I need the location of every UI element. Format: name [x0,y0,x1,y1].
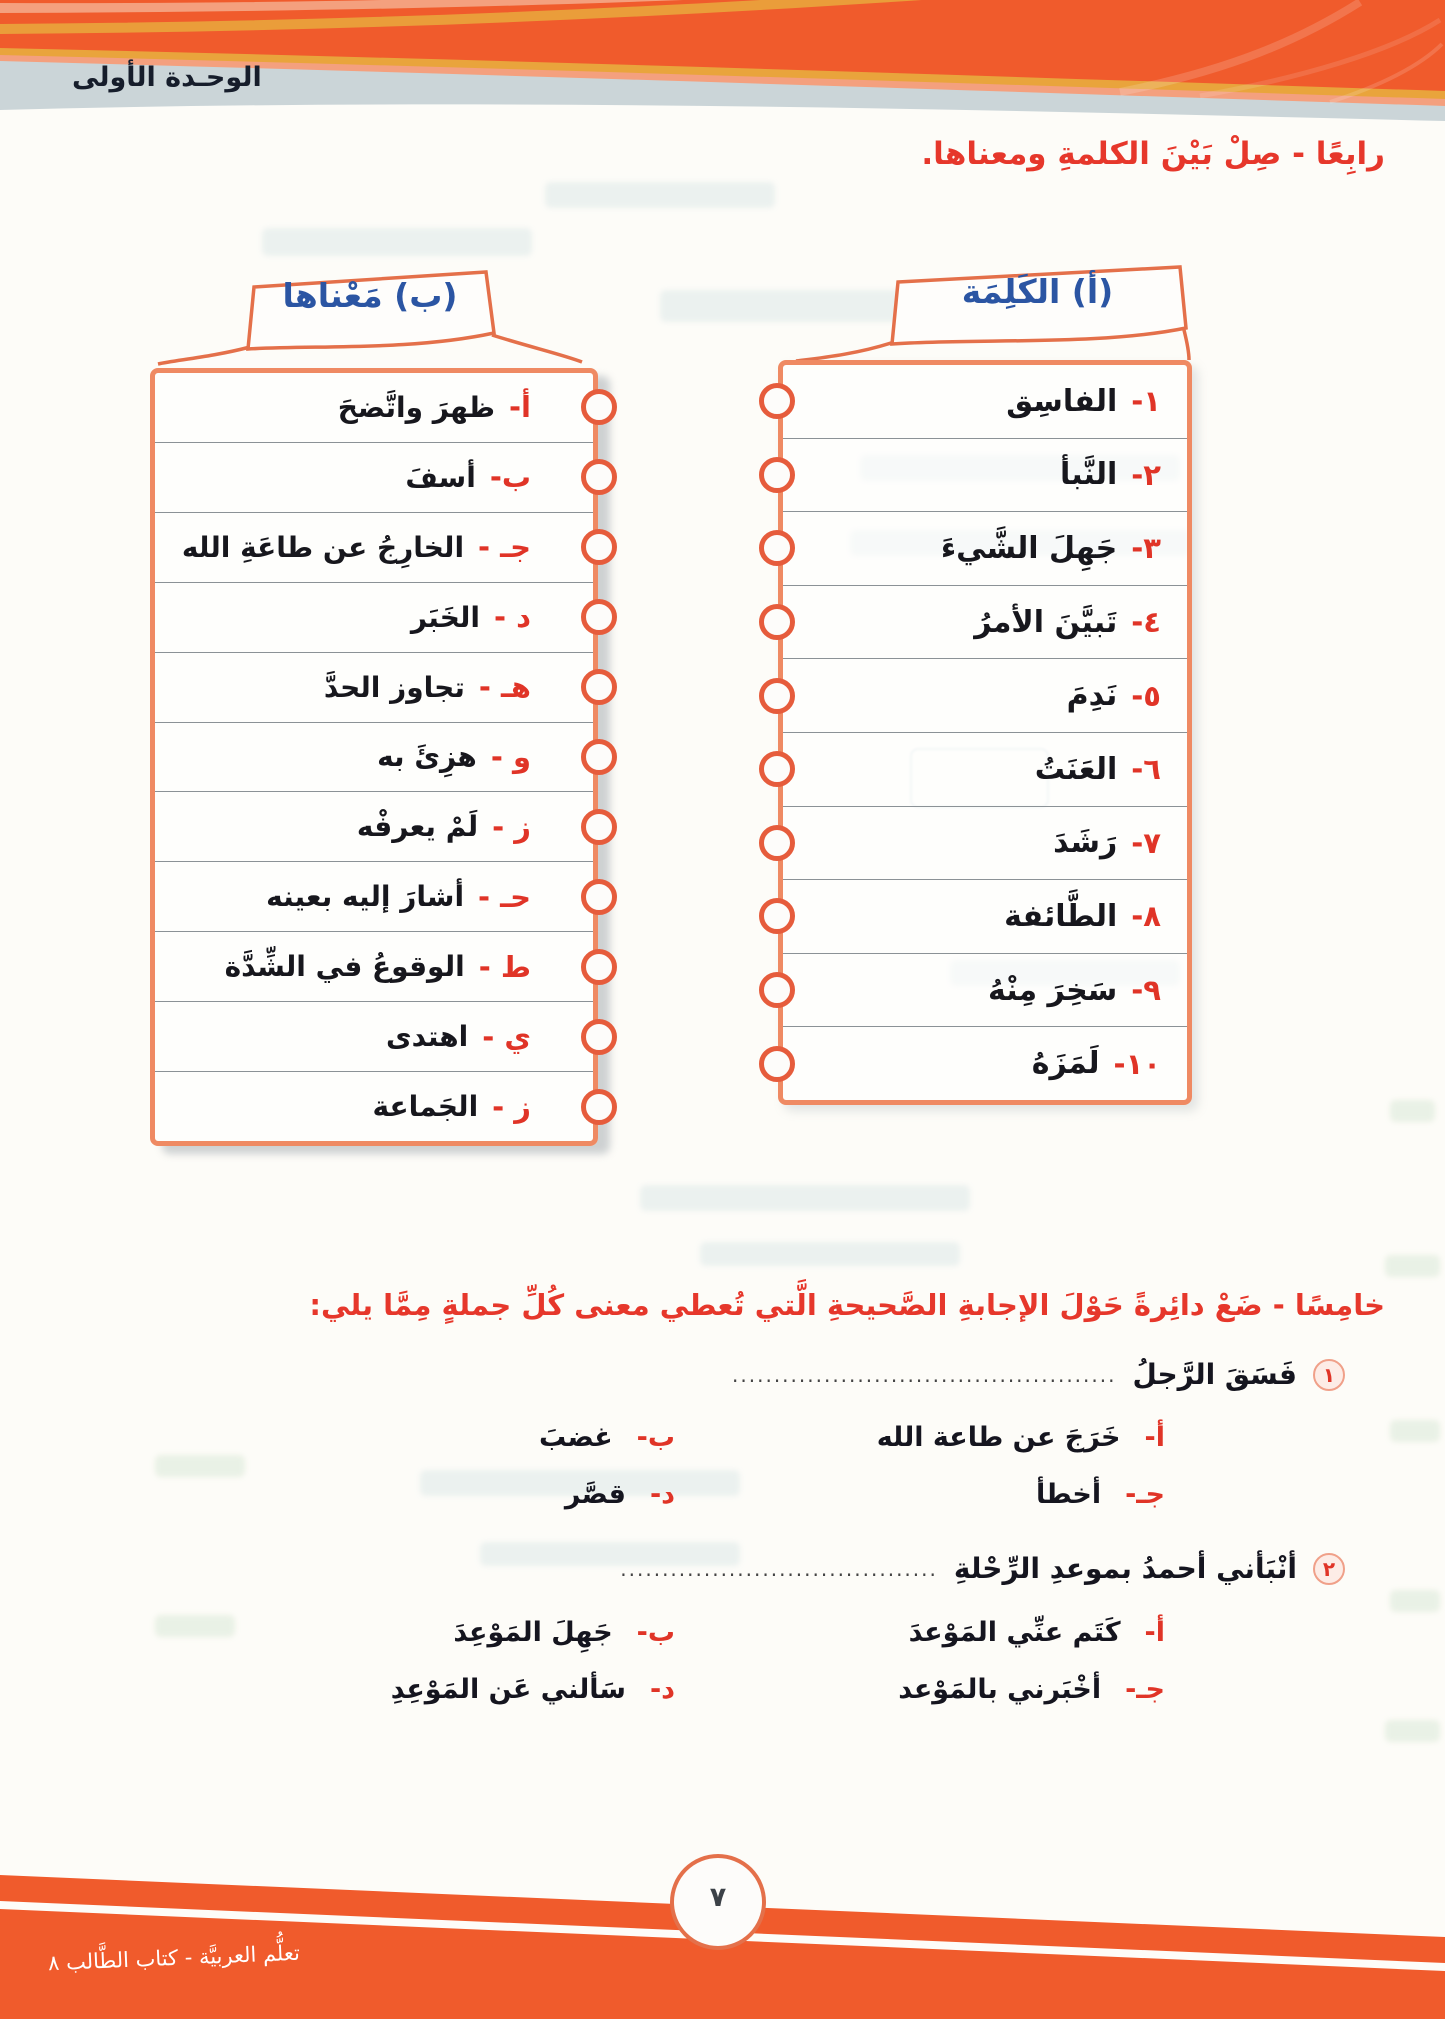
question-1 [732,1358,1345,1391]
meaning-letter: حـ - [478,879,531,914]
page-number: ٧ [709,1882,727,1913]
meaning-text: هزِئَ به [377,740,477,774]
match-circle[interactable] [581,529,617,565]
meaning-text: لَمْ يعرفْه [356,810,479,844]
word-text: الفاسِق [1006,383,1118,419]
match-circle[interactable] [759,1046,795,1082]
meaning-row [155,1072,593,1141]
option-letter: د- [649,1479,675,1510]
option-item[interactable] [185,1479,675,1510]
match-circle[interactable] [581,739,617,775]
meaning-text: ظهرَ واتَّضحَ [337,390,496,424]
meaning-row [155,373,593,443]
option-text: خَرَجَ عن طاعة الله [876,1422,1121,1453]
meaning-text: اهتدى [386,1020,469,1054]
word-number: ٤- [1131,605,1161,640]
match-circle[interactable] [581,809,617,845]
bleed-through-artifact [1390,1420,1440,1442]
word-row [783,807,1187,881]
word-number: ١- [1131,384,1161,419]
match-circle[interactable] [759,972,795,1008]
word-text: رَشَدَ [1053,825,1118,861]
word-row [783,880,1187,954]
bleed-through-artifact [640,1185,970,1211]
meaning-letter: د - [493,600,531,635]
match-circle[interactable] [759,825,795,861]
option-item[interactable] [185,1422,675,1453]
option-letter: أ- [1144,1617,1165,1648]
option-item[interactable] [675,1422,1165,1453]
word-number: ٦- [1131,752,1161,787]
question-text: أنْبَأني أحمدُ بموعدِ الرِّحْلةِ [953,1552,1297,1585]
meaning-text: الوقوعُ في الشِّدَّة [224,950,465,984]
footer-book-title: تعلُّم العربيَّة - كتاب الطَّالب ٨ [47,1940,301,1976]
match-circle[interactable] [581,669,617,705]
word-text: النَّبأ [1059,457,1118,493]
unit-title: الوحـدة الأولى [72,62,262,93]
word-row [783,1027,1187,1100]
option-item[interactable] [675,1674,1165,1705]
word-text: جَهِلَ الشَّيءَ [940,530,1118,566]
meaning-text: أسفَ [405,460,476,494]
match-circle[interactable] [581,1089,617,1125]
word-text: العَنَتُ [1034,751,1118,787]
word-text: الطَّائفة [1004,898,1118,934]
word-row [783,954,1187,1028]
word-row [783,512,1187,586]
option-letter: د- [649,1674,675,1705]
option-item[interactable] [185,1617,675,1648]
meaning-text: الخارِجُ عن طاعَةِ الله [181,530,465,564]
option-item[interactable] [675,1479,1165,1510]
words-table [778,360,1192,1105]
meaning-letter: أ- [509,390,531,425]
word-number: ١٠- [1113,1046,1161,1081]
option-text: سَألني عَن المَوْعِدِ [390,1674,626,1705]
meaning-text: الجَماعة [372,1090,479,1124]
exercise4-title: رابِعًا - صِلْ بَيْنَ الكلمةِ ومعناها. [921,136,1385,172]
question-number-badge: ١ [1313,1359,1345,1391]
option-text: أخْبَرني بالمَوْعد [898,1674,1102,1705]
meanings-table [150,368,598,1146]
meaning-text: أشارَ إليه بعينه [266,880,465,914]
match-circle[interactable] [759,678,795,714]
bleed-through-artifact [1390,1590,1440,1612]
match-circle[interactable] [759,751,795,787]
bleed-through-artifact [262,228,532,256]
match-circle[interactable] [581,389,617,425]
column-a-header: (أ) الكَلِمَة [961,272,1114,311]
match-circle[interactable] [581,1019,617,1055]
meaning-letter: هـ - [478,670,531,705]
meaning-row [155,443,593,513]
option-text: كَتَم عنِّي المَوْعدَ [908,1617,1121,1648]
meaning-text: تجاوز الحدَّ [323,670,465,704]
meaning-row [155,862,593,932]
option-text: قصَّر [564,1479,626,1510]
meaning-row [155,653,593,723]
meaning-letter: و - [490,739,531,774]
column-b-header: (ب) مَعْناها [282,276,458,315]
word-row [783,365,1187,439]
match-circle[interactable] [581,879,617,915]
word-number: ٩- [1131,973,1161,1008]
word-row [783,659,1187,733]
word-row [783,586,1187,660]
match-circle[interactable] [581,459,617,495]
bleed-through-artifact [1385,1255,1440,1277]
meaning-row [155,583,593,653]
question-number-badge: ٢ [1313,1553,1345,1585]
option-letter: جـ- [1125,1674,1165,1705]
question-2-options [185,1617,1165,1705]
match-circle[interactable] [759,530,795,566]
meaning-letter: ط - [478,949,531,984]
match-circle[interactable] [759,604,795,640]
option-letter: ب- [636,1422,675,1453]
word-row [783,733,1187,807]
word-number: ٣- [1131,531,1161,566]
word-number: ٨- [1131,899,1161,934]
meaning-row [155,932,593,1002]
match-circle[interactable] [759,383,795,419]
word-text: نَدِمَ [1066,678,1118,714]
option-text: أخطأ [1035,1479,1102,1510]
option-item[interactable] [675,1617,1165,1648]
bleed-through-artifact [1390,1100,1435,1122]
meaning-letter: ب- [489,460,531,495]
match-circle[interactable] [581,949,617,985]
question-2 [620,1552,1345,1585]
meaning-text: الخَبَر [410,600,480,634]
word-number: ٥- [1131,678,1161,713]
word-number: ٧- [1131,825,1161,860]
option-text: غضبَ [539,1422,613,1453]
word-text: لَمَزَهُ [1031,1046,1100,1082]
option-letter: جـ- [1125,1479,1165,1510]
word-text: تَبيَّنَ الأمرُ [974,604,1118,640]
meaning-letter: جـ - [478,530,531,565]
meaning-letter: ز - [492,809,531,844]
match-circle[interactable] [759,898,795,934]
meaning-letter: ي - [482,1019,531,1054]
meaning-row [155,723,593,793]
meaning-row [155,1002,593,1072]
answer-dots[interactable]: .............................................. [732,1362,1117,1387]
bleed-through-artifact [700,1242,960,1266]
option-letter: أ- [1144,1422,1165,1453]
question-text: فَسَقَ الرَّجلُ [1132,1358,1297,1391]
bleed-through-artifact [545,182,775,208]
match-circle[interactable] [581,599,617,635]
bleed-through-artifact [1385,1720,1440,1742]
meaning-row [155,513,593,583]
match-circle[interactable] [759,457,795,493]
meaning-row [155,792,593,862]
option-text: جَهِلَ المَوْعِدَ [453,1617,613,1648]
word-number: ٢- [1131,457,1161,492]
word-row [783,439,1187,513]
option-item[interactable] [185,1674,675,1705]
answer-dots[interactable]: ...................................... [620,1556,938,1581]
question-1-options [185,1422,1165,1510]
footer-wave-decoration [0,1845,1445,2019]
exercise5-title: خامِسًا - ضَعْ دائِرةً حَوْلَ الإجابةِ الصَّحيحةِ الَّتي تُعطي معنى كُلِّ جملةٍ مِمَّا يلي: [309,1288,1385,1322]
word-text: سَخِرَ مِنْهُ [988,972,1118,1008]
option-letter: ب- [636,1617,675,1648]
meaning-letter: ز - [492,1089,531,1124]
